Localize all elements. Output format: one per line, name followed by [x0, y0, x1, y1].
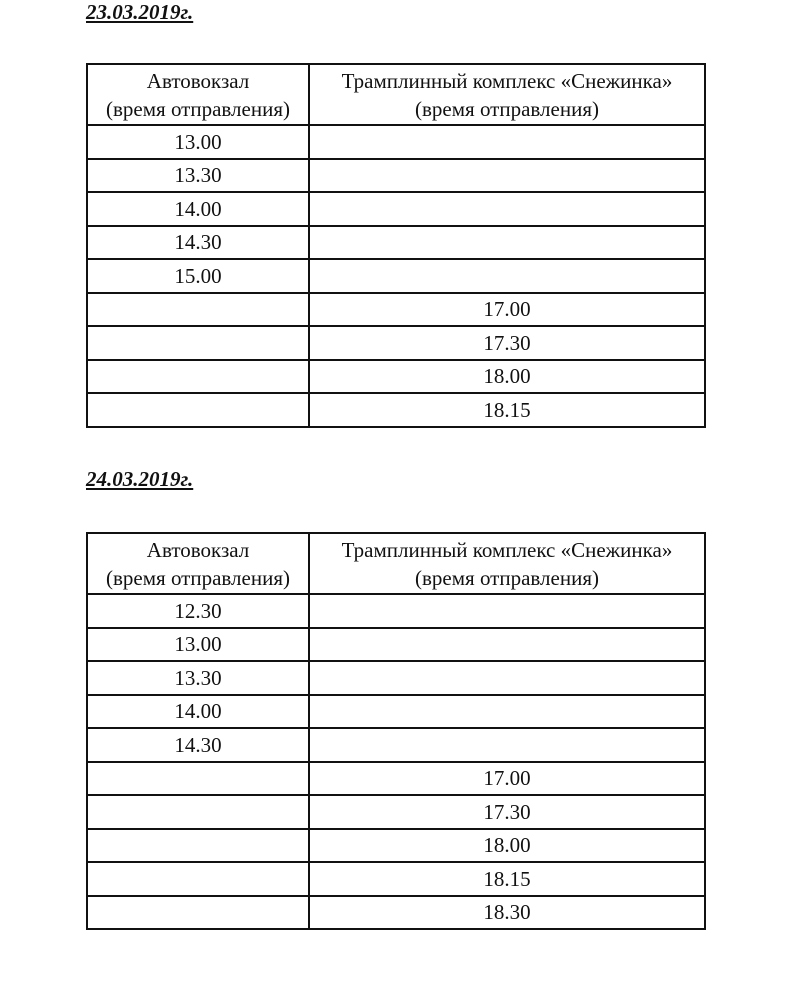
table-row	[87, 896, 705, 930]
table-row	[87, 159, 705, 193]
ski-jump-departure-cell: 17.30	[309, 326, 705, 360]
table-row	[87, 360, 705, 394]
ski-jump-departure-cell	[309, 695, 705, 729]
table-row	[87, 192, 705, 226]
table-row	[87, 795, 705, 829]
table-body	[87, 594, 705, 929]
ski-jump-departure-cell: 18.00	[309, 829, 705, 863]
ski-jump-departure-cell: 17.00	[309, 762, 705, 796]
header-line: (время отправления)	[415, 565, 599, 590]
table-row	[87, 393, 705, 427]
bus-station-departure-cell	[87, 896, 309, 930]
schedule-table	[86, 532, 706, 930]
header-line: (время отправления)	[106, 96, 290, 121]
table-row	[87, 762, 705, 796]
bus-station-departure-cell: 12.30	[87, 594, 309, 628]
ski-jump-column-header	[309, 64, 705, 125]
bus-station-departure-cell	[87, 393, 309, 427]
table-body	[87, 125, 705, 427]
table-row	[87, 594, 705, 628]
bus-station-departure-cell: 13.00	[87, 628, 309, 662]
table-row	[87, 226, 705, 260]
table-row	[87, 661, 705, 695]
ski-jump-departure-cell: 17.00	[309, 293, 705, 327]
bus-station-departure-cell	[87, 795, 309, 829]
bus-station-departure-cell: 13.30	[87, 159, 309, 193]
ski-jump-departure-cell: 17.30	[309, 795, 705, 829]
bus-station-departure-cell	[87, 762, 309, 796]
ski-jump-column-header	[309, 533, 705, 594]
header-line: (время отправления)	[106, 565, 290, 590]
bus-station-departure-cell: 13.00	[87, 125, 309, 159]
ski-jump-departure-cell: 18.15	[309, 393, 705, 427]
bus-station-departure-cell	[87, 829, 309, 863]
ski-jump-departure-cell: 18.00	[309, 360, 705, 394]
ski-jump-departure-cell	[309, 226, 705, 260]
table-row	[87, 728, 705, 762]
ski-jump-departure-cell	[309, 192, 705, 226]
table-row	[87, 628, 705, 662]
bus-station-departure-cell: 15.00	[87, 259, 309, 293]
ski-jump-departure-cell	[309, 159, 705, 193]
table-row	[87, 326, 705, 360]
ski-jump-departure-cell	[309, 628, 705, 662]
ski-jump-departure-cell: 18.30	[309, 896, 705, 930]
table-row	[87, 125, 705, 159]
schedule-date: 23.03.2019г.	[86, 0, 194, 24]
header-line: (время отправления)	[415, 96, 599, 121]
bus-station-departure-cell: 14.00	[87, 695, 309, 729]
header-line: Трамплинный комплекс «Снежинка»	[341, 68, 673, 93]
bus-station-departure-cell	[87, 326, 309, 360]
bus-station-column-header	[87, 64, 309, 125]
table-row	[87, 862, 705, 896]
bus-station-departure-cell: 14.30	[87, 728, 309, 762]
bus-station-departure-cell: 14.00	[87, 192, 309, 226]
ski-jump-departure-cell: 18.15	[309, 862, 705, 896]
bus-station-departure-cell: 13.30	[87, 661, 309, 695]
ski-jump-departure-cell	[309, 728, 705, 762]
header-line: Трамплинный комплекс «Снежинка»	[341, 537, 673, 562]
ski-jump-departure-cell	[309, 259, 705, 293]
bus-station-departure-cell: 14.30	[87, 226, 309, 260]
ski-jump-departure-cell	[309, 594, 705, 628]
table-header-row	[87, 533, 705, 594]
schedule-table	[86, 63, 706, 428]
schedule-date: 24.03.2019г.	[86, 467, 194, 491]
ski-jump-departure-cell	[309, 125, 705, 159]
header-line: Автовокзал	[146, 537, 250, 562]
header-line: Автовокзал	[146, 68, 250, 93]
table-row	[87, 259, 705, 293]
bus-station-column-header	[87, 533, 309, 594]
bus-station-departure-cell	[87, 862, 309, 896]
bus-station-departure-cell	[87, 293, 309, 327]
ski-jump-departure-cell	[309, 661, 705, 695]
table-row	[87, 293, 705, 327]
table-header-row	[87, 64, 705, 125]
bus-station-departure-cell	[87, 360, 309, 394]
table-row	[87, 695, 705, 729]
table-row	[87, 829, 705, 863]
